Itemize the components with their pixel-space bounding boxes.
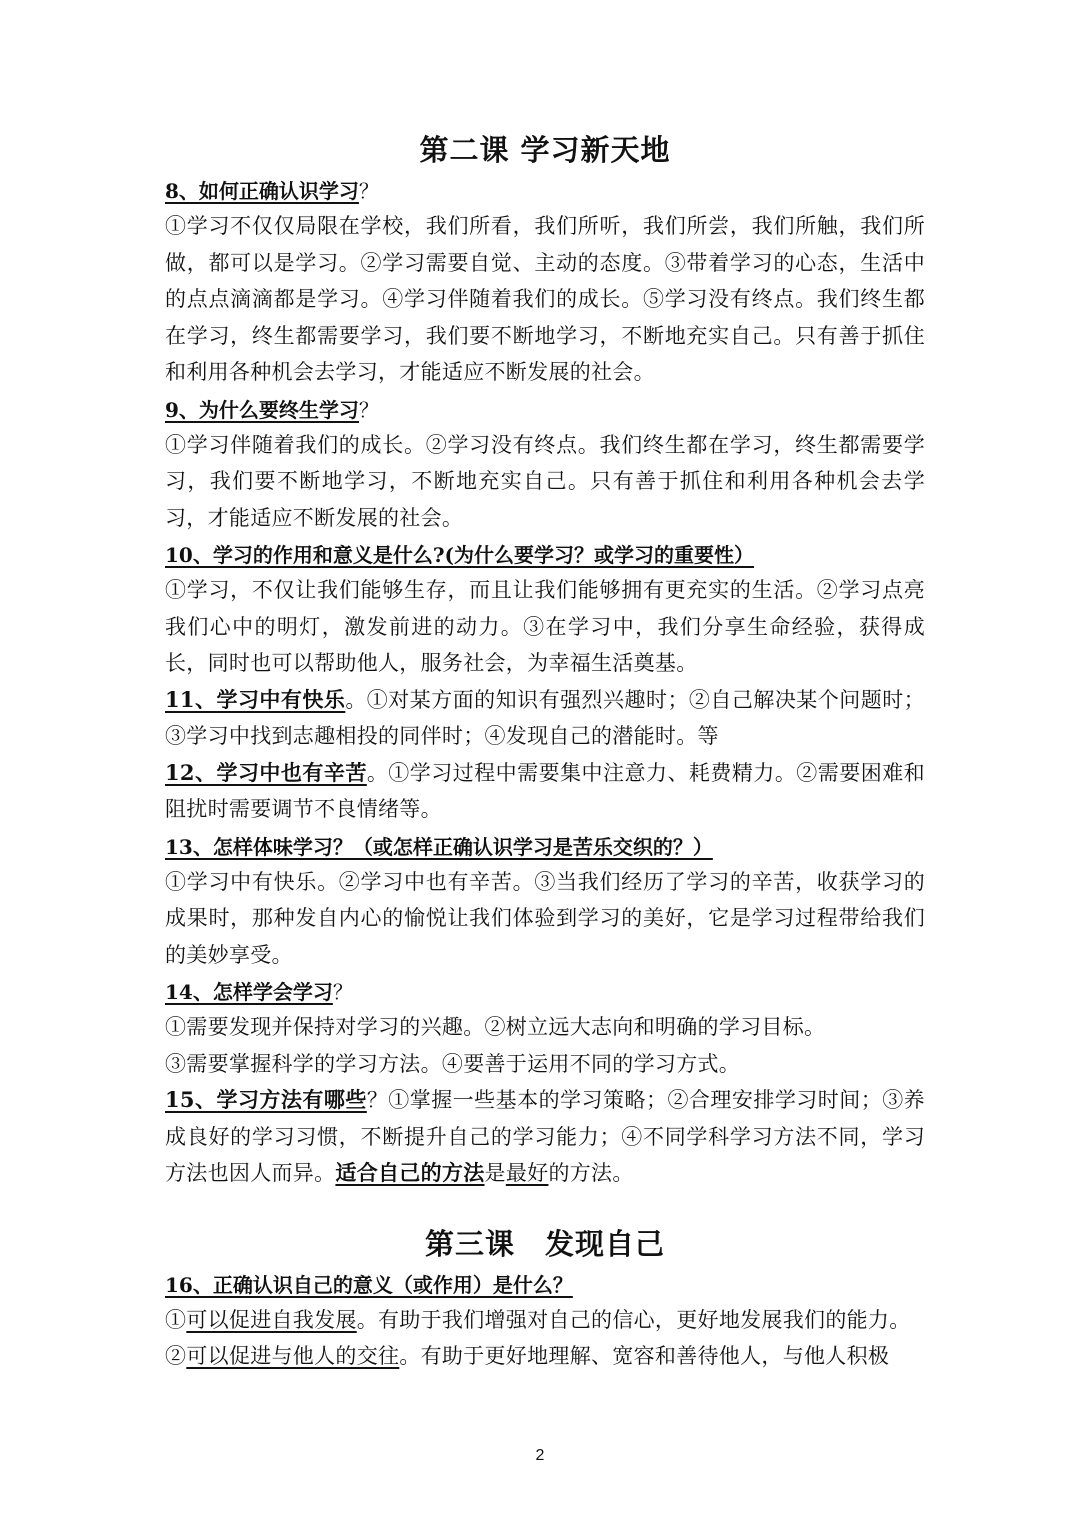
lesson2-title: 第二课 学习新天地	[419, 133, 671, 167]
answer-9: ①学习伴随着我们的成长。②学习没有终点。我们终生都在学习，终生都需要学习，我们要不断地学习，不断地充实自己。只有善于抓住和利用各种机会去学习，才能适应不断发展的社会。	[165, 432, 925, 530]
item-15	[165, 1082, 925, 1192]
item-12-text: 。①学习过程中需要集中注意力、耗费精力。②需要困难和阻扰时需要调节不良情绪等。	[165, 760, 925, 821]
item-15-lead: 15、学习方法有哪些	[165, 1087, 367, 1112]
item-11	[165, 682, 925, 755]
question-13	[165, 830, 925, 864]
answer-8: ①学习不仅仅局限在学校，我们所看，我们所听，我们所尝，我们所触，我们所做，都可以是学习。②学习需要自觉、主动的态度。③带着学习的心态，生活中的点点滴滴都是学习。④学习伴随着我们的成长。⑤学习没有终点。我们终生都在学习，终生都需要学习，我们要不断地学习，不断地充实自己。只有善于抓住和利用各种机会去学习，才能适应不断发展的社会。	[165, 214, 925, 384]
question-9	[165, 393, 925, 427]
question-10	[165, 538, 925, 572]
question-9-label: 9、为什么要终生学习	[165, 397, 359, 422]
item-15-emphasis-method: 适合自己的方法	[335, 1160, 485, 1185]
item-11-text: 。①对某方面的知识有强烈兴趣时；②自己解决某个问题时；③学习中找到志趣相投的同伴时；④发现自己的潜能时。等	[165, 687, 925, 748]
answer-16-line1	[165, 1302, 925, 1339]
page-content	[165, 128, 925, 1375]
question-16-label: 16、正确认识自己的意义（或作用）是什么？	[165, 1272, 573, 1297]
item-15-emphasis-best: 最好	[505, 1161, 549, 1185]
answer-16-line1-emphasis: 可以促进自我发展	[186, 1307, 357, 1332]
question-8-mark: ？	[358, 179, 379, 203]
question-14	[165, 975, 925, 1009]
item-11-lead: 11、学习中有快乐	[165, 686, 346, 712]
answer-13: ①学习中有快乐。②学习中也有辛苦。③当我们经历了学习的辛苦，收获学习的成果时，那种发自内心的愉悦让我们体验到学习的美好，它是学习过程带给我们的美妙享受。	[165, 869, 925, 967]
item-15-text: ？①掌握一些基本的学习策略；②合理安排学习时间；③养成良好的学习习惯，不断提升自己的学习能力；④不同学科学习方法不同，学习方法也因人而异。	[165, 1088, 925, 1185]
lesson3-title: 第三课 发现自己	[424, 1226, 665, 1261]
answer-16-line2-emphasis: 可以促进与他人的交往	[186, 1344, 400, 1368]
question-14-mark: ？	[332, 980, 353, 1004]
answer-10: ①学习，不仅让我们能够生存，而且让我们能够拥有更充实的生活。②学习点亮我们心中的明灯，激发前进的动力。③在学习中，我们分享生命经验，获得成长，同时也可以帮助他人，服务社会，为幸福生活奠基。	[165, 578, 925, 675]
answer-16-line2-num: ②	[165, 1344, 187, 1368]
question-14-label: 14、怎样学会学习	[165, 980, 333, 1004]
question-8	[165, 174, 925, 208]
question-10-label: 10、学习的作用和意义是什么?(为什么要学习？或学习的重要性）	[165, 543, 755, 567]
item-12-lead: 12、学习中也有辛苦	[165, 759, 367, 785]
answer-14-line2: ③需要掌握科学的学习方法。④要善于运用不同的学习方式。	[165, 1051, 741, 1076]
answer-16-line2	[165, 1338, 925, 1375]
item-15-end: 的方法。	[548, 1161, 634, 1185]
question-8-label: 8、如何正确认识学习	[165, 179, 359, 203]
answer-16-line2-text: 。有助于更好地理解、宽容和善待他人，与他人积极	[399, 1344, 890, 1368]
answer-16-line1-num: ①	[165, 1307, 187, 1332]
question-13-label: 13、怎样体味学习？（或怎样正确认识学习是苦乐交织的？）	[165, 834, 713, 859]
item-12	[165, 755, 925, 828]
question-9-mark: ？	[358, 397, 379, 422]
answer-16-line1-text: 。有助于我们增强对自己的信心，更好地发展我们的能力。	[356, 1307, 911, 1332]
page-number: 2	[535, 1447, 545, 1464]
answer-14-line1: ①需要发现并保持对学习的兴趣。②树立远大志向和明确的学习目标。	[165, 1015, 826, 1039]
question-16	[165, 1268, 925, 1302]
item-15-connector: 是	[484, 1161, 506, 1185]
